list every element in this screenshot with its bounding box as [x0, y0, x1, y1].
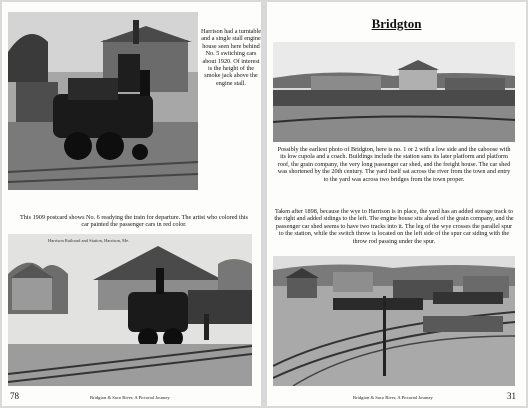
page-number-right: 31 [507, 391, 516, 401]
photo-1909-postcard [8, 234, 252, 386]
photo-earliest-bridgton [273, 42, 515, 142]
caption-1909-postcard: This 1909 postcard shows No. 6 readying the train for departure. The artist who colored this car painted the passenger cars in red color. [20, 214, 248, 229]
left-page [2, 2, 261, 406]
right-page [267, 2, 526, 406]
photo-harrison-engine-house [8, 12, 198, 190]
caption-after-1898: Taken after 1898, because the wye to Harrison is in place, the yard has an added storage track to the right and added sidings to the left. The engine house sits ahead of the grain company, and the passenger car shed seems to have two tracks into it. The leg of the wye crosses the parallel spur to the station, while the switch throw is located on the left side of the spur car siding with the throw rod passing under the spur. [274, 208, 514, 245]
photo-bridgton-yard-after-1898 [273, 256, 515, 386]
page-title: Bridgton [371, 16, 422, 31]
page-number-left: 78 [10, 391, 19, 401]
footer-left: Bridgton & Saco River, A Pictorial Journey [90, 395, 170, 400]
caption-earliest-bridgton: Possibly the earliest photo of Bridgton, here is no. 1 or 2 with a low side and the caboose with its low cupola and a coach. Buildings include the station sans its later platform and platform roof, the grain company, the very long passenger car shed, and the freight house. The car shed was shortened by the 20th century. The yard itself sat across the river from the town and entry to the yard was across two bridges from the town proper. [277, 146, 511, 183]
postcard-caption-text: Harrison Railroad and Station, Harrison, Me. [48, 238, 130, 243]
caption-harrison-engine-house: Harrison had a turntable and a single stall engine house seen here behind No. 5 switching cars about 1920. Of interest is the height of the smoke jack above the engine stall. [201, 28, 261, 87]
footer-right: Bridgton & Saco River, A Pictorial Journey [353, 395, 433, 400]
